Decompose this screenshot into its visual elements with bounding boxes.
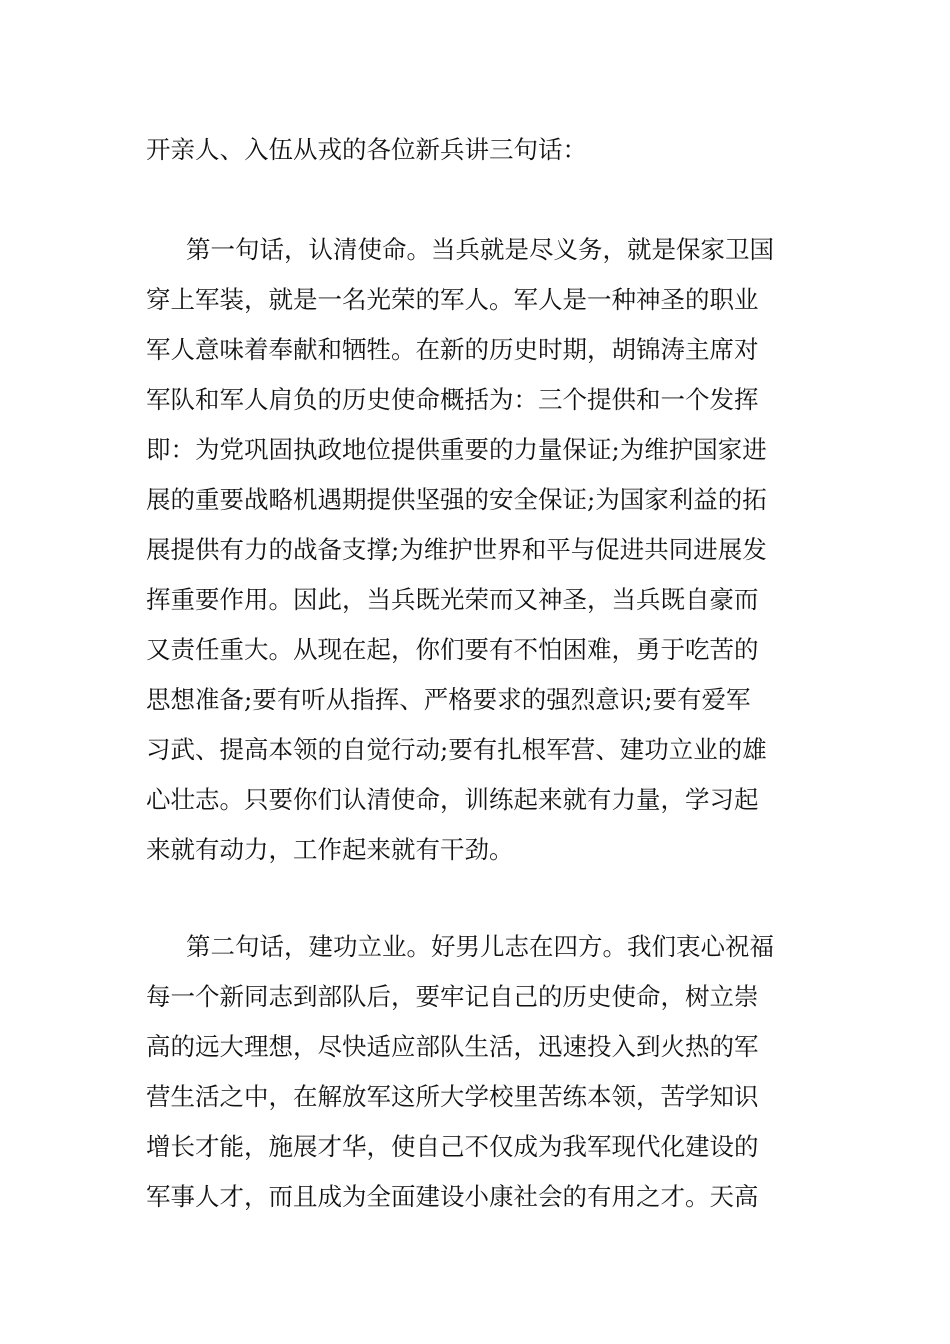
paragraph-line: 即：为党巩固执政地位提供重要的力量保证;为维护国家进 <box>146 435 767 464</box>
paragraph-line: 第一句话，认清使命。当兵就是尽义务，就是保家卫国 <box>186 235 774 264</box>
paragraph-line: 展的重要战略机遇期提供坚强的安全保证;为国家利益的拓 <box>146 485 767 514</box>
paragraph-line: 第二句话，建功立业。好男儿志在四方。我们衷心祝福 <box>186 932 774 961</box>
paragraph-line: 每一个新同志到部队后，要牢记自己的历史使命，树立崇 <box>146 982 759 1011</box>
paragraph-line: 习武、提高本领的自觉行动;要有扎根军营、建功立业的雄 <box>146 735 767 764</box>
paragraph-line: 思想准备;要有听从指挥、严格要求的强烈意识;要有爱军 <box>146 685 751 714</box>
paragraph-line: 来就有动力，工作起来就有干劲。 <box>146 835 514 864</box>
paragraph-line: 军人意味着奉献和牺牲。在新的历史时期，胡锦涛主席对 <box>146 335 759 364</box>
paragraph-line: 穿上军装，就是一名光荣的军人。军人是一种神圣的职业 <box>146 285 759 314</box>
paragraph-line: 展提供有力的战备支撑;为维护世界和平与促进共同进展发 <box>146 535 767 564</box>
paragraph-line: 高的远大理想，尽快适应部队生活，迅速投入到火热的军 <box>146 1032 759 1061</box>
intro-line: 开亲人、入伍从戎的各位新兵讲三句话： <box>146 135 587 164</box>
paragraph-line: 增长才能，施展才华，使自己不仅成为我军现代化建设的 <box>146 1132 759 1161</box>
paragraph-line: 又责任重大。从现在起，你们要有不怕困难，勇于吃苦的 <box>146 635 759 664</box>
paragraph-line: 营生活之中，在解放军这所大学校里苦练本领，苦学知识 <box>146 1082 759 1111</box>
paragraph-line: 军队和军人肩负的历史使命概括为：三个提供和一个发挥 <box>146 385 759 414</box>
paragraph-line: 心壮志。只要你们认清使命，训练起来就有力量，学习起 <box>146 785 759 814</box>
paragraph-line: 军事人才，而且成为全面建设小康社会的有用之才。天高 <box>146 1182 759 1211</box>
paragraph-line: 挥重要作用。因此，当兵既光荣而又神圣，当兵既自豪而 <box>146 585 759 614</box>
